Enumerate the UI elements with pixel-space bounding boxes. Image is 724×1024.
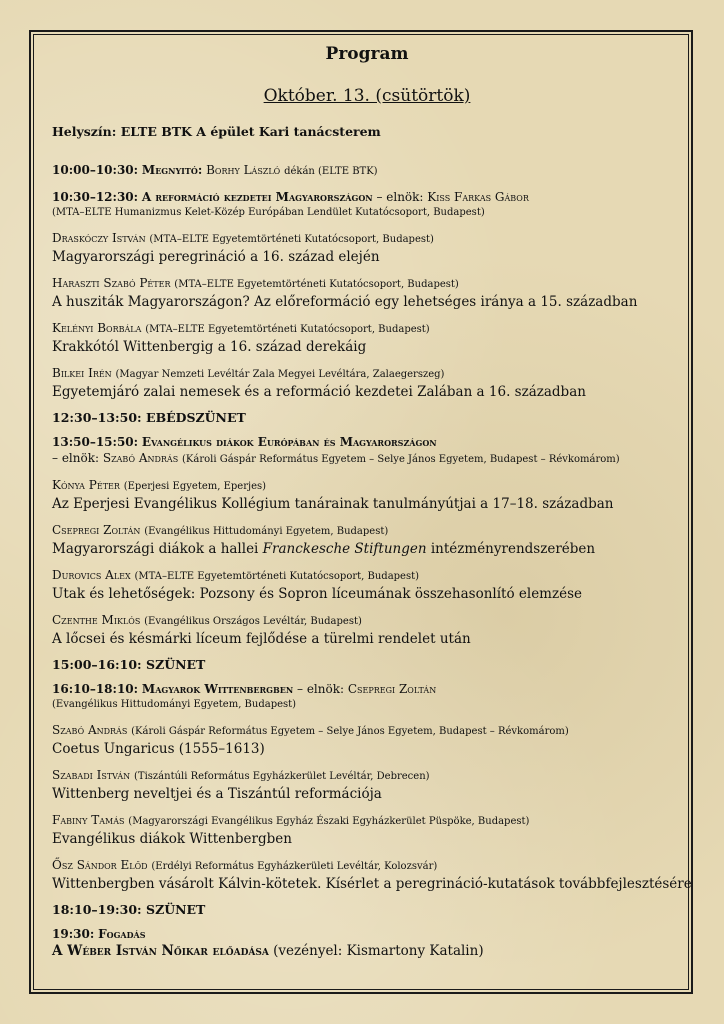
talk-item bbox=[52, 722, 682, 758]
lunch-label: EBÉDSZÜNET bbox=[146, 410, 246, 425]
talk-item bbox=[52, 522, 682, 558]
venue: Helyszín: ELTE BTK A épület Kari tanácsterem bbox=[52, 124, 381, 139]
talk-affiliation: (Károli Gáspár Református Egyetem – Selye János Egyetem, Budapest – Révkomárom) bbox=[131, 726, 569, 737]
talk-item bbox=[52, 767, 682, 803]
lunch-break bbox=[52, 410, 682, 425]
session2-chair-affiliation: (Károli Gáspár Református Egyetem – Selye János Egyetem, Budapest – Révkomárom) bbox=[182, 454, 620, 465]
opening-label: Megnyitó: bbox=[141, 163, 203, 177]
talk-item bbox=[52, 567, 682, 603]
break2-label: SZÜNET bbox=[146, 902, 206, 917]
opening-role: dékán (ELTE BTK) bbox=[284, 166, 378, 177]
page-title: Program bbox=[325, 44, 409, 64]
talk-speaker: Czenthe Miklós bbox=[52, 613, 141, 627]
program-date: Október. 13. (csütörtök) bbox=[263, 86, 471, 106]
talk-affiliation: (MTA–ELTE Egyetemtörténeti Kutatócsoport, Budapest) bbox=[174, 279, 459, 290]
session1-chair: Kiss Farkas Gábor bbox=[427, 190, 529, 204]
opening-speaker: Borhy László bbox=[206, 163, 281, 177]
session1-chair-prefix: – elnök: bbox=[376, 190, 424, 204]
talk-speaker: Fabiny Tamás bbox=[52, 813, 125, 827]
break-1 bbox=[52, 657, 682, 672]
talk-title: Krakkótól Wittenbergig a 16. század derekáig bbox=[52, 339, 367, 355]
talk-title: Egyetemjáró zalai nemesek és a reformáció kezdetei Zalában a 16. században bbox=[52, 384, 586, 400]
reception-block bbox=[52, 926, 682, 960]
session1-chair-affiliation: (MTA–ELTE Humanizmus Kelet-Közép Európában Lendület Kutatócsoport, Budapest) bbox=[52, 207, 485, 218]
talk-affiliation: (Tiszántúli Református Egyházkerület Levéltár, Debrecen) bbox=[134, 771, 430, 782]
talk-speaker: Bilkei Irén bbox=[52, 366, 112, 380]
talk-speaker: Kelényi Borbála bbox=[52, 321, 142, 335]
session1-header bbox=[52, 189, 682, 221]
session2-header bbox=[52, 434, 682, 468]
talk-item bbox=[52, 230, 682, 266]
talk-affiliation: (Magyarországi Evangélikus Egyház Északi Egyházkerület Püspöke, Budapest) bbox=[128, 816, 530, 827]
talk-item bbox=[52, 275, 682, 311]
talk-title: Utak és lehetőségek: Pozsony és Sopron líceumának összehasonlító elemzése bbox=[52, 586, 583, 602]
talk-speaker: Haraszti Szabó Péter bbox=[52, 276, 171, 290]
concert-conductor: (vezényel: Kismartony Katalin) bbox=[268, 943, 484, 959]
talk-affiliation: (MTA–ELTE Egyetemtörténeti Kutatócsoport, Budapest) bbox=[134, 571, 420, 582]
session3-chair-prefix: – elnök: bbox=[297, 682, 345, 696]
talk-speaker: Durovics Alex bbox=[52, 568, 131, 582]
talk-affiliation: (Evangélikus Országos Levéltár, Budapest) bbox=[144, 616, 362, 627]
talk-title-post: intézményrendszerében bbox=[426, 541, 596, 557]
talk-title: Wittenbergben vásárolt Kálvin-kötetek. Kísérlet a peregrináció-kutatások továbbfejlesztésére bbox=[52, 876, 692, 892]
talk-title: A lőcsei és késmárki líceum fejlődése a türelmi rendelet után bbox=[52, 631, 471, 647]
talk-title bbox=[52, 540, 682, 558]
session2-time: 13:50–15:50: bbox=[52, 435, 139, 449]
talk-affiliation: (Evangélikus Hittudományi Egyetem, Budapest) bbox=[144, 526, 389, 537]
opening-block bbox=[52, 162, 682, 180]
talk-item bbox=[52, 477, 682, 513]
break2-time: 18:10–19:30: bbox=[52, 902, 142, 917]
session3-header bbox=[52, 681, 682, 713]
session2-chair: Szabó András bbox=[102, 451, 179, 465]
opening-time: 10:00–10:30: bbox=[52, 163, 139, 177]
talk-speaker: Draskóczy István bbox=[52, 231, 146, 245]
session1-time: 10:30–12:30: bbox=[52, 190, 139, 204]
talk-speaker: Kónya Péter bbox=[52, 478, 120, 492]
session3-chair-affiliation: (Evangélikus Hittudományi Egyetem, Budapest) bbox=[52, 699, 297, 710]
talk-item bbox=[52, 365, 682, 401]
talk-speaker: Csepregi Zoltán bbox=[52, 523, 141, 537]
session3-time: 16:10–18:10: bbox=[52, 682, 139, 696]
concert-performer: A Wéber István Nőikar előadása bbox=[52, 943, 269, 959]
talk-item bbox=[52, 320, 682, 356]
reception-time: 19:30: bbox=[52, 927, 95, 941]
talk-speaker: Szabó András bbox=[52, 723, 128, 737]
talk-affiliation: (MTA–ELTE Egyetemtörténeti Kutatócsoport, Budapest) bbox=[149, 234, 434, 245]
break1-label: SZÜNET bbox=[146, 657, 206, 672]
talk-title: Az Eperjesi Evangélikus Kollégium tanárainak tanulmányútjai a 17–18. században bbox=[52, 496, 614, 512]
talk-title: Coetus Ungaricus (1555–1613) bbox=[52, 741, 265, 757]
lunch-time: 12:30–13:50: bbox=[52, 410, 142, 425]
session3-title: Magyarok Wittenbergben bbox=[141, 682, 294, 696]
talk-title-italic: Franckesche Stiftungen bbox=[262, 541, 427, 557]
session3-chair: Csepregi Zoltán bbox=[347, 682, 437, 696]
talk-affiliation: (Erdélyi Református Egyházkerületi Levéltár, Kolozsvár) bbox=[151, 861, 438, 872]
talk-item bbox=[52, 812, 682, 848]
program-content bbox=[52, 44, 692, 969]
talk-title: A husziták Magyarországon? Az előreformáció egy lehetséges iránya a 15. században bbox=[52, 294, 638, 310]
talk-title: Wittenberg neveltjei és a Tiszántúl reformációja bbox=[52, 786, 382, 802]
talk-affiliation: (Magyar Nemzeti Levéltár Zala Megyei Levéltára, Zalaegerszeg) bbox=[115, 369, 445, 380]
break-2 bbox=[52, 902, 682, 917]
talk-title: Magyarországi peregrináció a 16. század elején bbox=[52, 249, 380, 265]
talk-affiliation: (Eperjesi Egyetem, Eperjes) bbox=[123, 481, 267, 492]
session2-chair-prefix: – elnök: bbox=[52, 451, 100, 465]
talk-speaker: Szabadi István bbox=[52, 768, 131, 782]
talk-item bbox=[52, 612, 682, 648]
talk-item bbox=[52, 857, 692, 893]
talk-affiliation: (MTA–ELTE Egyetemtörténeti Kutatócsoport, Budapest) bbox=[145, 324, 430, 335]
talk-title: Evangélikus diákok Wittenbergben bbox=[52, 831, 292, 847]
break1-time: 15:00–16:10: bbox=[52, 657, 142, 672]
session1-title: A reformáció kezdetei Magyarországon bbox=[141, 190, 373, 204]
talk-title-pre: Magyarországi diákok a hallei bbox=[52, 541, 263, 557]
talk-speaker: Ősz Sándor Előd bbox=[52, 858, 148, 872]
session2-title: Evangélikus diákok Európában és Magyarországon bbox=[141, 435, 437, 449]
reception-label: Fogadás bbox=[98, 927, 146, 941]
